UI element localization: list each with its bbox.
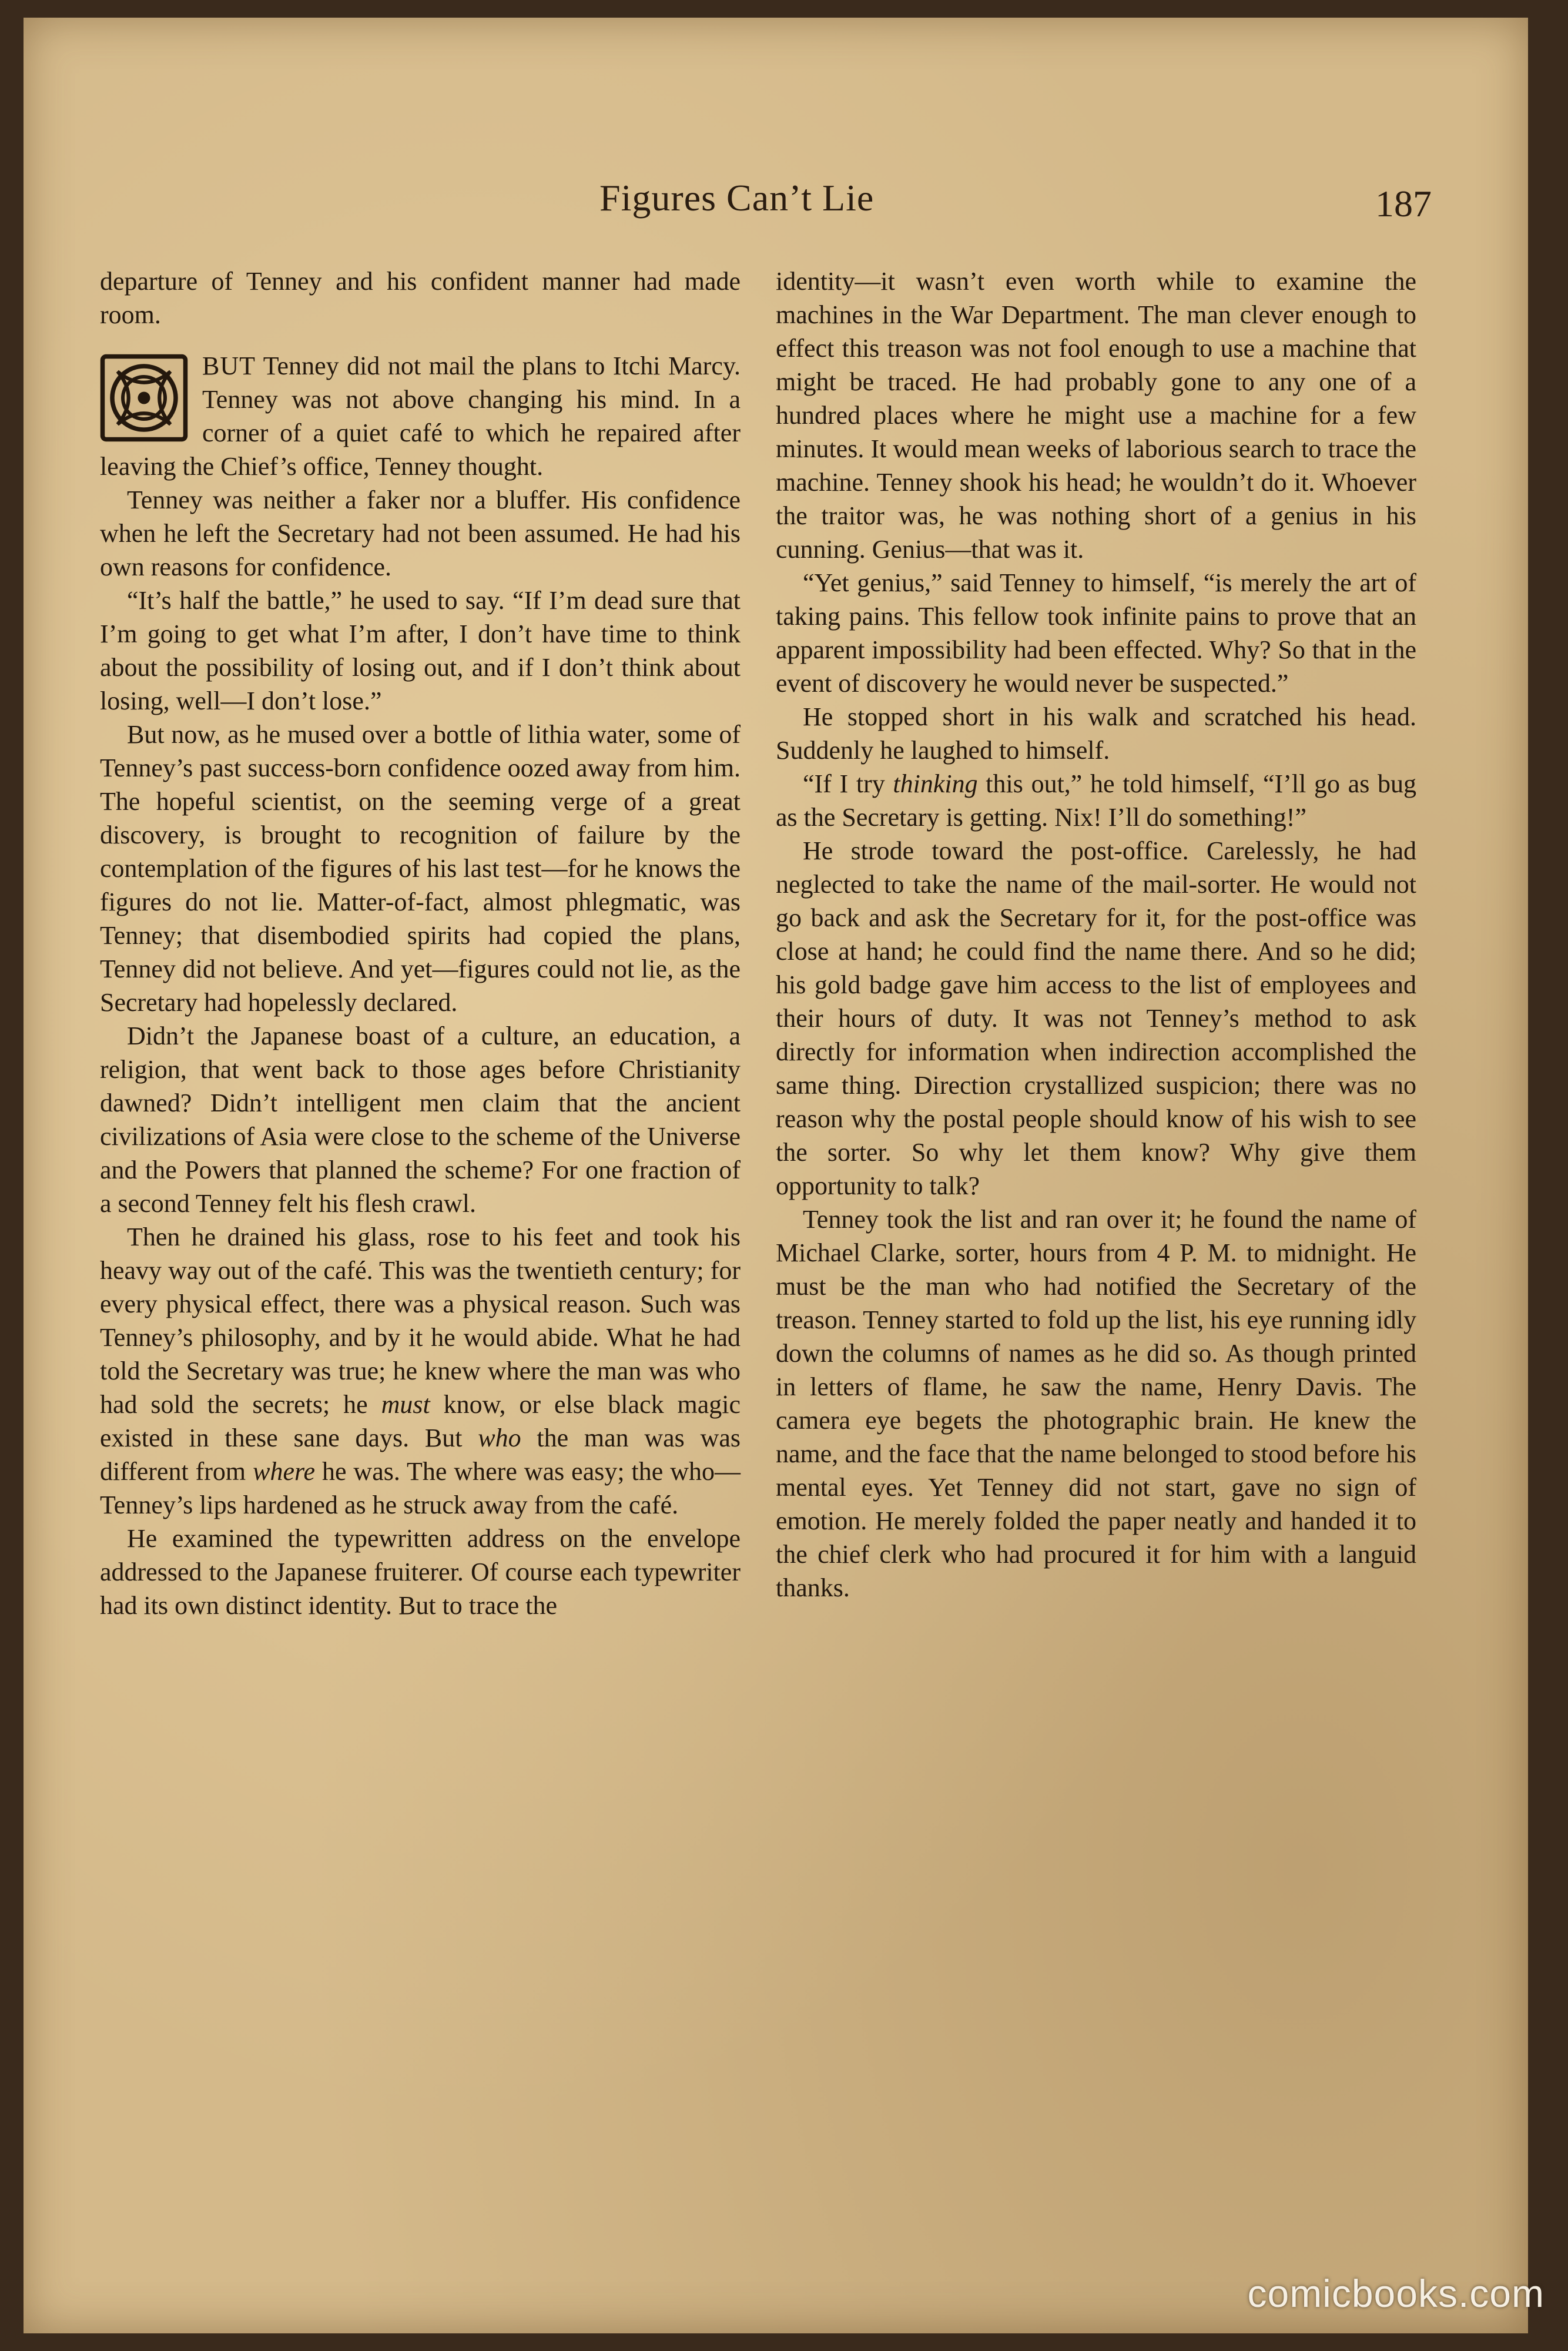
celtic-knot-initial-icon <box>100 354 188 442</box>
paragraph: He examined the typewritten address on the envelope addressed to the Japanese fruiterer. Of course each typewriter had its own distinct identity. But to trace the <box>100 1524 741 1620</box>
emphasis: thinking <box>893 769 978 798</box>
lead-word: BUT <box>202 351 256 380</box>
emphasis: who <box>478 1424 521 1452</box>
emphasis: where <box>253 1457 315 1486</box>
page-number: 187 <box>1375 183 1432 225</box>
magazine-page <box>24 18 1528 2333</box>
right-column <box>776 264 1416 1605</box>
paragraph: identity—it wasn’t even worth while to examine the machines in the War Department. The man clever enough to effect this treason was not fool enough to use a machine that might be traced. He had probably gone to any one of a hundred places where he might use a machine for a few minutes. It would mean weeks of laborious search to trace the machine. Tenney shook his head; he wouldn’t do it. Whoever the traitor was, he was nothing short of a genius in his cunning. Genius—that was it. <box>776 267 1416 564</box>
site-watermark: comicbooks.com <box>1247 2272 1544 2315</box>
paragraph <box>776 767 1416 834</box>
text-run: “If I try <box>803 769 893 798</box>
paragraph: Didn’t the Japanese boast of a culture, an education, a religion, that went back to those ages before Christianity dawned? Didn’t intelligent men claim that the ancient civilizations of Asia were close to the scheme of the Universe and the Powers that planned the scheme? For one fraction of a second Tenney felt his flesh crawl. <box>100 1022 741 1218</box>
left-column <box>100 264 741 1622</box>
emphasis: must <box>381 1390 430 1419</box>
paragraph: But now, as he mused over a bottle of lithia water, some of Tenney’s past success-born confidence oozed away from him. The hopeful scientist, on the seeming verge of a great discovery, is brought to recognition of failure by the contemplation of the figures of his last test—for he knows the figures do not lie. Matter-of-fact, almost phlegmatic, was Tenney; that disembodied spirits had copied the plans, Tenney did not believe. And yet—figures could not lie, as the Secretary had hopelessly declared. <box>100 720 741 1017</box>
text-run: Then he drained his glass, rose to his feet and took his heavy way out of the café. This was the twentieth century; for every physical effect, there was a physical reason. Such was Tenney’s philosophy, and by it he would abide. What he had told the Secretary was true; he knew where the man was who had sold the secrets; he <box>100 1223 741 1419</box>
paragraph: “It’s half the battle,” he used to say. “If I’m dead sure that I’m going to get what I’m after, I don’t have time to think about the possibility of losing out, and if I don’t think about losing, well—I don’t lose.” <box>100 586 741 715</box>
paragraph: He strode toward the post-office. Carelessly, he had neglected to take the name of the mail-sorter. He would not go back and ask the Secretary for it, for the post-office was close at hand; he could find the name there. And so he did; his gold badge gave him access to the list of employees and their hours of duty. It was not Tenney’s method to ask directly for information when indirection accomplished the same thing. Direction crystallized suspicion; there was no reason why the postal people should know of his wish to see the sorter. So why let them know? Why give them opportunity to talk? <box>776 836 1416 1200</box>
running-title: Figures Can’t Lie <box>599 177 875 219</box>
paragraph: departure of Tenney and his confident manner had made room. <box>100 267 741 329</box>
paragraph: He stopped short in his walk and scratched his head. Suddenly he laughed to himself. <box>776 702 1416 765</box>
text-run: this out,” he told himself, “I’ll go as bug as the Secretary is getting. Nix! I’ll do something!” <box>776 769 1416 832</box>
paragraph <box>100 1220 741 1522</box>
text-run: the man was was different from <box>100 1424 741 1486</box>
text-run: he was. The where was easy; the who—Tenney’s lips hardened as he struck away from the café. <box>100 1457 741 1519</box>
text-run: know, or else black magic existed in these sane days. But <box>100 1390 741 1452</box>
paragraph-with-initial <box>100 349 741 483</box>
paragraph: Tenney took the list and ran over it; he found the name of Michael Clarke, sorter, hours from 4 P. M. to midnight. He must be the man who had notified the Secretary of the treason. Tenney started to fold up the list, his eye running idly down the columns of names as he did so. As though printed in letters of flame, he saw the name, Henry Davis. The camera eye begets the photographic brain. He knew the name, and the face that the name belonged to stood before his mental eyes. Yet Tenney did not start, gave no sign of emotion. He merely folded the paper neatly and handed it to the chief clerk who had procured it for him with a languid thanks. <box>776 1205 1416 1602</box>
paragraph: Tenney was neither a faker nor a bluffer. His confidence when he left the Secretary had not been assumed. He had his own reasons for confidence. <box>100 485 741 581</box>
paragraph: “Yet genius,” said Tenney to himself, “is merely the art of taking pains. This fellow took infinite pains to prove that an apparent impossibility had been effected. Why? So that in the event of discovery he would never be suspected.” <box>776 568 1416 698</box>
page-header <box>24 165 1528 229</box>
paragraph-text: Tenney did not mail the plans to Itchi Marcy. Tenney was not above changing his mind. In a corner of a quiet café to which he repaired after leaving the Chief’s office, Tenney thought. <box>100 351 741 481</box>
